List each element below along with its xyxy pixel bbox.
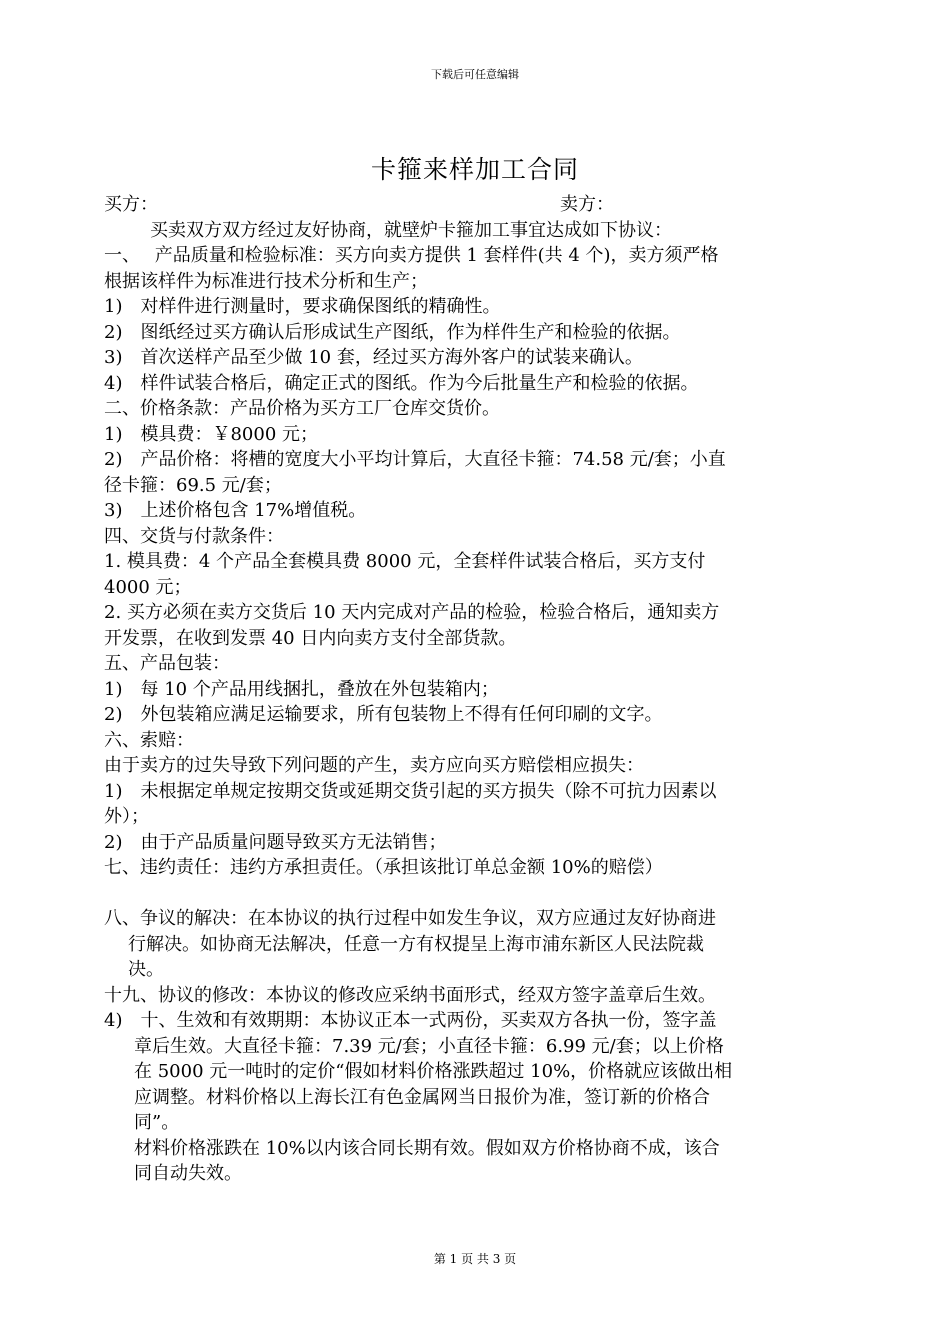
- document-title: 卡箍来样加工合同: [370, 155, 579, 184]
- section-19-line: 十九、协议的修改：本协议的修改应采纳书面形式，经双方签字盖章后生效。: [104, 984, 716, 1006]
- section-5-item-1: 1) 每 10 个产品用线捆扎，叠放在外包装箱内；: [104, 678, 499, 700]
- section-10-line: 4) 十、生效和有效期期：本协议正本一式两份，买卖双方各执一份，签字盖: [104, 1010, 717, 1031]
- section-8-cont-1: 行解决。如协商无法解决，任意一方有权提呈上海市浦东新区人民法院裁: [128, 933, 704, 955]
- section-1-item-2: 2) 图纸经过买方确认后形成试生产图纸，作为样件生产和检验的依据。: [104, 321, 681, 343]
- seller-label: 卖方：: [560, 194, 614, 215]
- section-6-text: 由于卖方的过失导致下列问题的产生，卖方应向买方赔偿相应损失：: [104, 755, 644, 776]
- section-5-item-2: 2) 外包装箱应满足运输要求，所有包装物上不得有任何印刷的文字。: [104, 704, 663, 725]
- section-6-item-2: 2) 由于产品质量问题导致买方无法销售；: [104, 831, 447, 853]
- section-4-heading: 四、交货与付款条件：: [104, 525, 284, 547]
- section-2-heading: 二、价格条款：产品价格为买方工厂仓库交货价。: [104, 398, 500, 419]
- contract-body: [104, 192, 864, 1187]
- section-10-cont-3: 应调整。材料价格以上海长江有色金属网当日报价为准，签订新的价格合: [134, 1086, 710, 1108]
- section-1-item-4: 4) 样件试装合格后，确定正式的图纸。作为今后批量生产和检验的依据。: [104, 372, 699, 394]
- section-2-item-2: 2) 产品价格：将槽的宽度大小平均计算后，大直径卡箍：74.58 元/套；小直: [104, 449, 726, 470]
- intro-line: 买卖双方双方经过友好协商，就壁炉卡箍加工事宜达成如下协议：: [150, 219, 672, 241]
- section-1-text: 根据该样件为标准进行技术分析和生产；: [104, 270, 428, 292]
- section-5-heading: 五、产品包装：: [104, 653, 230, 674]
- section-1-item-1: 1) 对样件进行测量时，要求确保图纸的精确性。: [104, 296, 501, 317]
- section-10-cont-2: 在 5000 元一吨时的定价“假如材料价格涨跌超过 10%，价格就应该做出相: [134, 1061, 733, 1082]
- section-10-cont-5: 材料价格涨跌在 10%以内该合同长期有效。假如双方价格协商不成，该合: [134, 1137, 720, 1159]
- section-10-cont-6: 同自动失效。: [134, 1163, 242, 1184]
- parties-line: [104, 192, 864, 218]
- section-4-item-1: 1. 模具费：4 个产品全套模具费 8000 元，全套样件试装合格后，买方支付: [104, 551, 706, 572]
- section-4-item-2-cont: 开发票，在收到发票 40 日内向卖方支付全部货款。: [104, 627, 517, 649]
- section-7-line: 七、违约责任：违约方承担责任。（承担该批订单总金额 10%的赔偿）: [104, 857, 663, 878]
- section-2-item-2-cont: 径卡箍：69.5 元/套；: [104, 474, 282, 496]
- header-note: 下载后可任意编辑: [431, 68, 519, 81]
- section-8-cont-2: 决。: [128, 959, 164, 980]
- section-8-line: 八、争议的解决：在本协议的执行过程中如发生争议，双方应通过友好协商进: [104, 908, 716, 929]
- section-10-cont-4: 同”。: [134, 1112, 180, 1133]
- section-6-item-1: 1) 未根据定单规定按期交货或延期交货引起的买方损失（除不可抗力因素以: [104, 780, 717, 802]
- section-4-item-2: 2. 买方必须在卖方交货后 10 天内完成对产品的检验，检验合格后，通知卖方: [104, 602, 720, 623]
- buyer-label: 买方：: [104, 194, 158, 215]
- blank-line: [104, 881, 864, 907]
- section-4-item-1-cont: 4000 元；: [104, 576, 192, 598]
- section-10-cont-1: 章后生效。大直径卡箍：7.39 元/套；小直径卡箍：6.99 元/套；以上价格: [134, 1035, 724, 1057]
- section-2-item-1: 1) 模具费：￥8000 元；: [104, 423, 319, 445]
- section-2-item-3: 3) 上述价格包含 17%增值税。: [104, 500, 367, 521]
- section-1-heading: 一、 产品质量和检验标准：买方向卖方提供 1 套样件(共 4 个)，卖方须严格: [104, 245, 719, 266]
- page-number: 第 1 页 共 3 页: [433, 1252, 517, 1266]
- section-1-item-3: 3) 首次送样产品至少做 10 套，经过买方海外客户的试装来确认。: [104, 347, 643, 368]
- section-6-item-1-cont: 外）；: [104, 806, 149, 827]
- section-6-heading: 六、索赔：: [104, 729, 194, 751]
